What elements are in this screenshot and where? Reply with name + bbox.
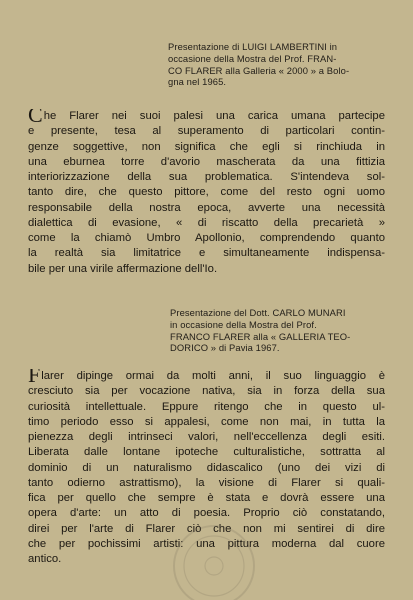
caption-line: DORICO » di Pavia 1967. bbox=[170, 342, 280, 354]
paragraph-line: Liberata dalle lontane ipoteche culturalistiche, sottratta al bbox=[28, 446, 385, 459]
paragraph-line bbox=[28, 109, 385, 124]
paragraph-line: tanto odierno astrattismo), la visione di Flarer si quali- bbox=[28, 476, 385, 489]
caption-line: FRANCO FLARER alla « GALLERIA TEO- bbox=[170, 330, 351, 342]
caption-lambertini bbox=[168, 41, 349, 88]
paragraph-line: bile per una virile affermazione dell'Io. bbox=[28, 262, 218, 275]
drop-cap: F bbox=[28, 369, 41, 385]
paragraph-line: dialettica di evasione, « di riscatto della precarietà » bbox=[28, 216, 385, 229]
paragraph-line: opera d'arte: un atto di poesia. Proprio ciò constatando, bbox=[28, 507, 385, 520]
paragraph-line: interiorizzazione della sua problematica. S'intendeva sol- bbox=[28, 171, 385, 183]
paragraph-line: responsabile della nostra epoca, avverte una necessità bbox=[28, 201, 385, 214]
paragraph-line: antico. bbox=[28, 553, 62, 565]
paragraph-line: timo periodo esso si appalesi, come non mai, in tutta la bbox=[28, 415, 385, 428]
caption-line: in occasione della Mostra del Prof. bbox=[170, 318, 317, 330]
paragraph-line: tanto dire, che questo pittore, come del resto ogni uomo bbox=[28, 186, 385, 199]
paragraph-line: pienezza degli intrinseci valori, nell'eccellenza degli esiti. bbox=[28, 431, 385, 443]
caption-line: Presentazione del Dott. CARLO MUNARI bbox=[170, 307, 346, 318]
paragraph-line: dominio di un naturalismo didascalico (uno dei vizi di bbox=[28, 461, 385, 474]
caption-line: gna nel 1965. bbox=[168, 76, 227, 88]
paragraph-line-text: he Flarer nei suoi palesi una carica umana partecipe bbox=[43, 110, 385, 122]
caption-munari bbox=[170, 307, 350, 354]
caption-line: CO FLARER alla Galleria « 2000 » a Bolo- bbox=[168, 64, 350, 76]
paragraph-line: fica per quello che sempre è stata e dovrà essere una bbox=[28, 492, 385, 504]
paragraph-line bbox=[28, 369, 385, 384]
paragraph-line: una eburnea torre d'avorio mascherata da una fittizia bbox=[28, 155, 385, 168]
paragraph-lambertini bbox=[28, 109, 385, 277]
paragraph-line: come la chiamò Umbro Apollonio, comprendendo quanto bbox=[28, 232, 385, 244]
paragraph-line: cresciuto sia per vocazione nativa, sia in forza della sua bbox=[28, 385, 385, 398]
paragraph-line: la realtà sia limitatrice e simultaneamente indispensa- bbox=[28, 247, 385, 260]
paragraph-line: genze soggettive, non significa che egli si rinchiuda in bbox=[28, 140, 385, 153]
caption-line: occasione della Mostra del Prof. FRAN- bbox=[168, 52, 337, 64]
paragraph-line: e presente, tesa al superamento di particolari contin- bbox=[28, 125, 385, 138]
paragraph-line: direi per l'arte di Flarer ciò che non mi sentirei di dire bbox=[28, 522, 385, 535]
caption-line: Presentazione di LUIGI LAMBERTINI in bbox=[168, 41, 338, 52]
drop-cap: C bbox=[28, 109, 43, 125]
paragraph-line-text: larer dipinge ormai da molti anni, il suo linguaggio è bbox=[41, 370, 385, 382]
paragraph-line: che per pochissimi artisti: una pittura moderna dal cuore bbox=[28, 537, 385, 550]
library-stamp-icon bbox=[168, 520, 260, 600]
paragraph-line: curiosità intellettuale. Eppure ritengo che in questo ul- bbox=[28, 400, 385, 413]
